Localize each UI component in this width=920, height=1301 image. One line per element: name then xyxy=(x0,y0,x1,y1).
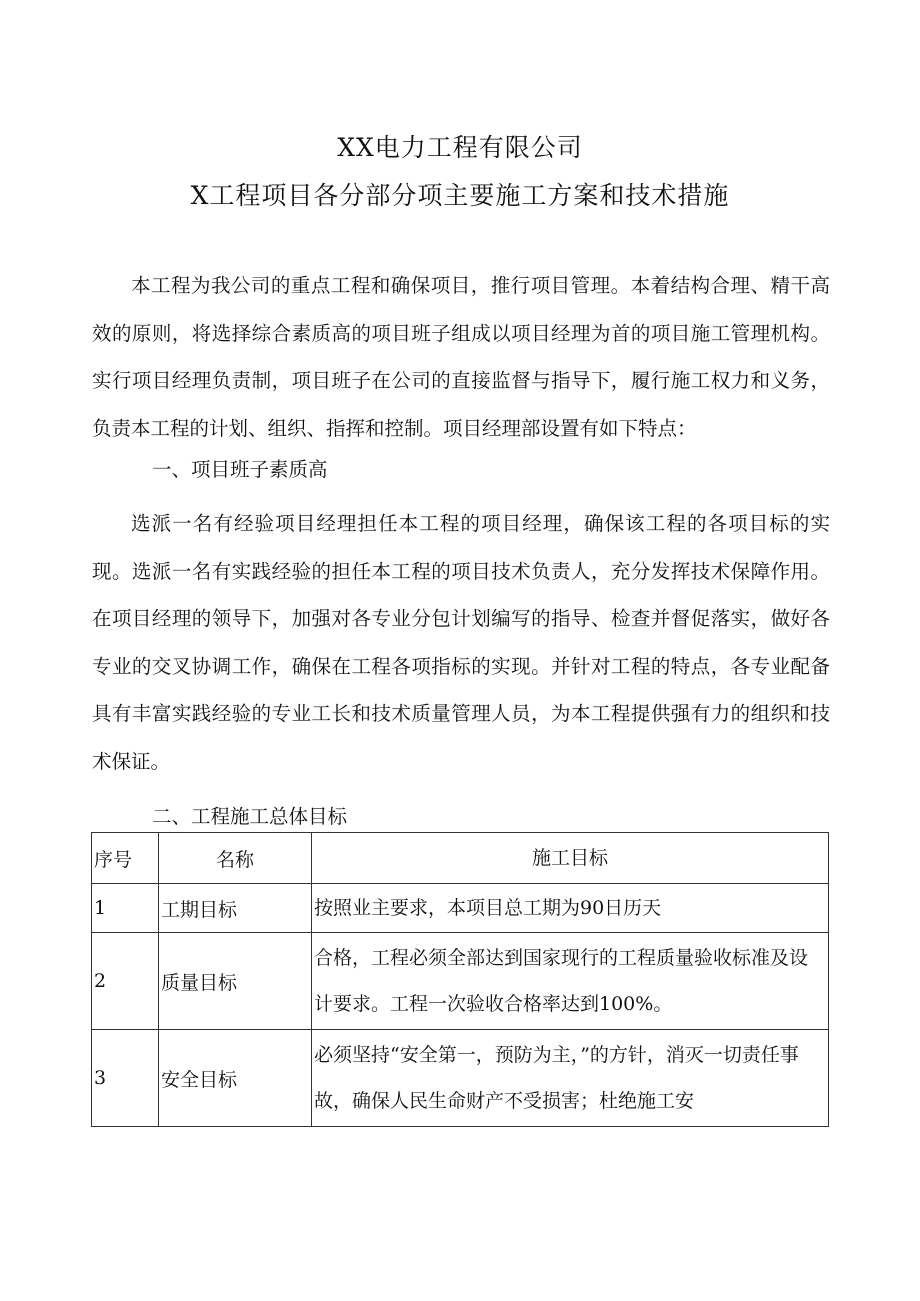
row-name: 工期目标 xyxy=(159,884,312,933)
row-goal: 按照业主要求，本项目总工期为90日历天 xyxy=(312,884,829,933)
row-name: 质量目标 xyxy=(159,933,312,1030)
header-goal: 施工目标 xyxy=(312,833,829,884)
row-number: 1 xyxy=(92,884,159,933)
section-heading-team-quality: 一、项目班子素质高 xyxy=(152,458,328,481)
row-number: 3 xyxy=(92,1030,159,1127)
row-goal: 必须坚持“安全第一，预防为主，”的方针，消灭一切责任事故，确保人民生命财产不受损害；杜绝施工安 xyxy=(312,1030,829,1127)
header-name: 名称 xyxy=(159,833,312,884)
row-number: 2 xyxy=(92,933,159,1030)
table-row xyxy=(92,1030,829,1127)
intro-paragraph: 本工程为我公司的重点工程和确保项目，推行项目管理。本着结构合理、精干高效的原则，将选择综合素质高的项目班子组成以项目经理为首的项目施工管理机构。实行项目经理负责制，项目班子在公司的直接监督与指导下，履行施工权力和义务，负责本工程的计划、组织、指挥和控制。项目经理部设置有如下特点： xyxy=(92,274,830,440)
header-number: 序号 xyxy=(92,833,159,884)
row-goal: 合格，工程必须全部达到国家现行的工程质量验收标准及设计要求。工程一次验收合格率达到100%。 xyxy=(312,933,829,1030)
table-row xyxy=(92,884,829,933)
table-header-row xyxy=(92,833,829,884)
section-heading-overall-goals: 二、工程施工总体目标 xyxy=(152,805,348,828)
goals-table xyxy=(91,832,829,1127)
document-title: X工程项目各分部分项主要施工方案和技术措施 xyxy=(190,181,730,210)
row-name: 安全目标 xyxy=(159,1030,312,1127)
company-title: XX电力工程有限公司 xyxy=(337,133,583,162)
table-row xyxy=(92,933,829,1030)
team-quality-paragraph: 选派一名有经验项目经理担任本工程的项目经理，确保该工程的各项目标的实现。选派一名有实践经验的担任本工程的项目技术负责人，充分发挥技术保障作用。在项目经理的领导下，加强对各专业分包计划编写的指导、检查并督促落实，做好各专业的交叉协调工作，确保在工程各项指标的实现。并针对工程的特点，各专业配备具有丰富实践经验的专业工长和技术质量管理人员，为本工程提供强有力的组织和技术保证。 xyxy=(92,512,830,773)
